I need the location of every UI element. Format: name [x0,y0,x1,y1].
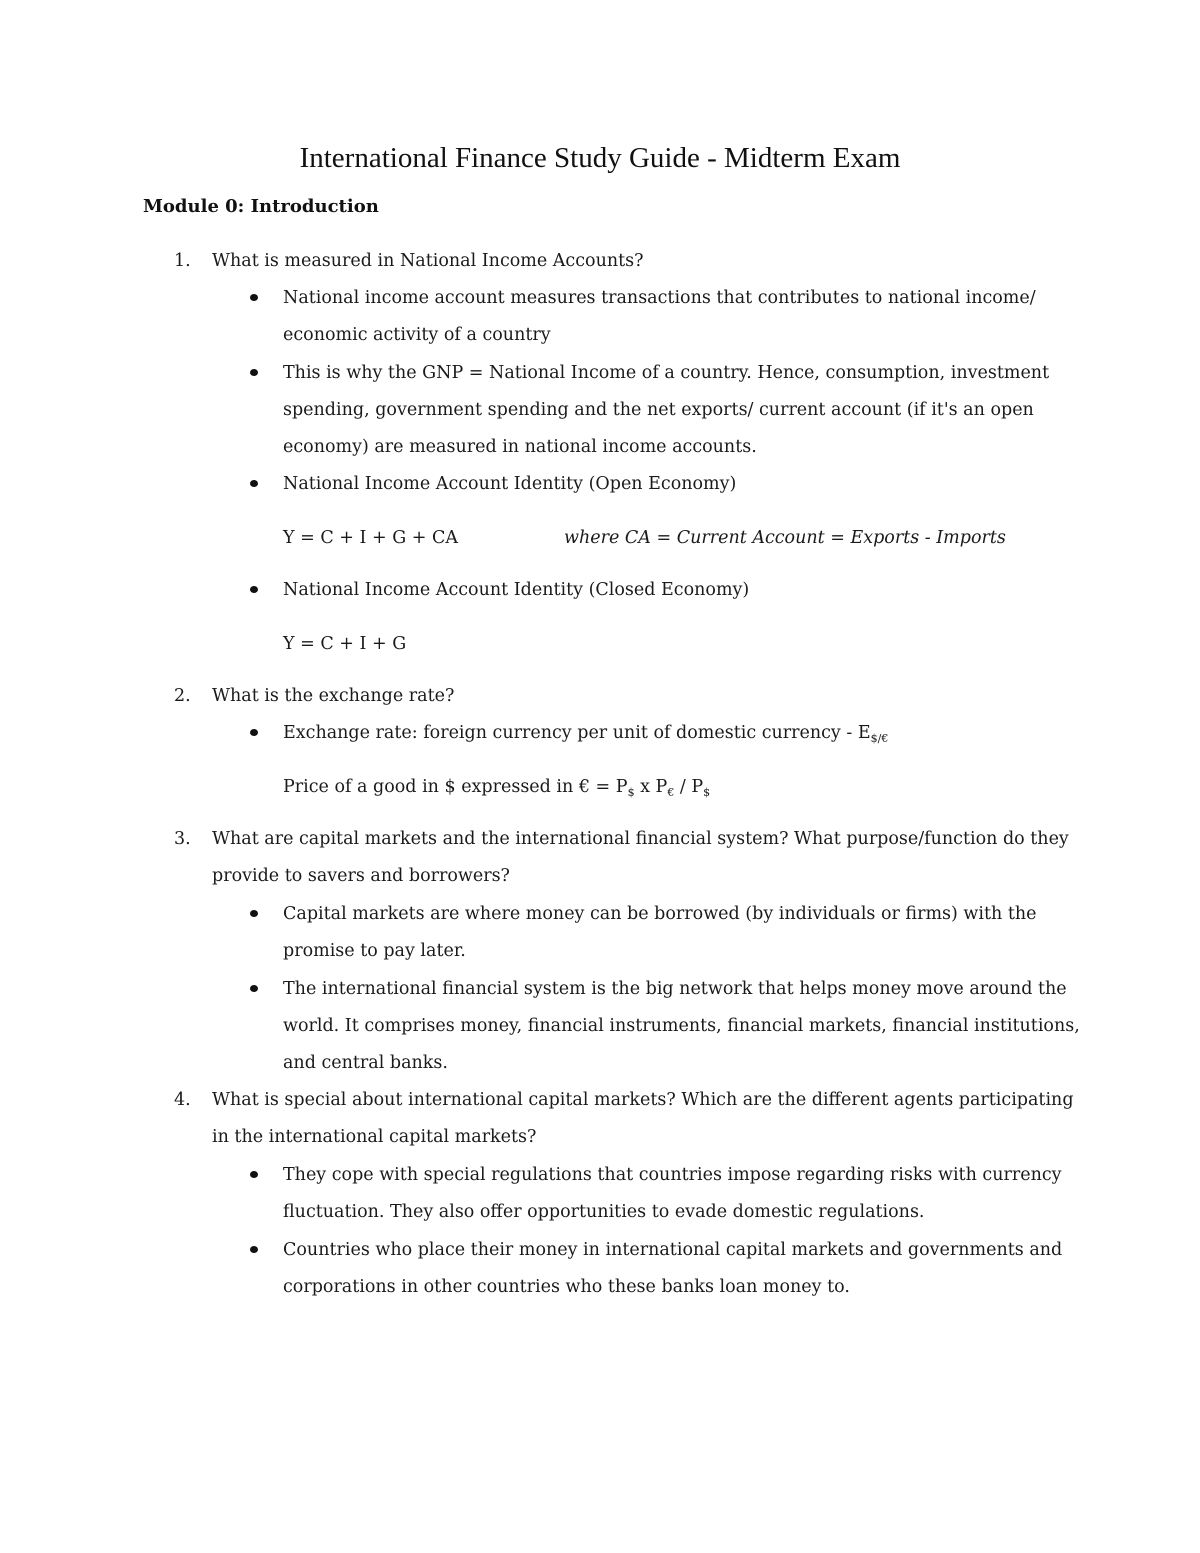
question-4-line-2: in the international capital markets? [212,1127,537,1147]
bullet-icon [250,910,258,917]
equation-closed-economy: Y = C + I + G [283,634,407,654]
document-title: International Finance Study Guide - Midterm Exam [299,142,901,174]
equation-open-economy: Y = C + I + G + CA [283,528,459,548]
exchange-rate-subscript: $/€ [870,732,889,745]
equation-open-economy-note: where CA = Current Account = Exports - Imports [564,528,1006,548]
q4-bullet-2-line-1: Countries who place their money in international capital markets and governments and [283,1240,1063,1260]
question-number-2: 2. [174,686,191,706]
question-number-3: 3. [174,829,191,849]
price-equation [283,774,710,806]
question-4-line-1: What is special about international capital markets? Which are the different agents participating [212,1090,1074,1110]
q3-bullet-2-line-1: The international financial system is the big network that helps money move around the [283,979,1067,999]
q2-bullet-1 [283,720,888,752]
price-equation-part-1: Price of a good in $ expressed in € = P [283,777,628,797]
q1-bullet-2-line-2: spending, government spending and the net exports/ current account (if it's an open [283,400,1034,420]
q1-bullet-4: National Income Account Identity (Closed Economy) [283,580,750,600]
q1-bullet-3: National Income Account Identity (Open Economy) [283,474,737,494]
bullet-icon [250,294,258,301]
q1-bullet-2-line-3: economy) are measured in national income accounts. [283,437,757,457]
question-number-4: 4. [174,1090,191,1110]
price-subscript-2: € [667,786,675,799]
q1-bullet-2-line-1: This is why the GNP = National Income of a country. Hence, consumption, investment [283,363,1050,383]
question-1-text: What is measured in National Income Accounts? [212,251,644,271]
bullet-icon [250,1171,258,1178]
bullet-icon [250,985,258,992]
q1-bullet-1-line-2: economic activity of a country [283,325,551,345]
q1-bullet-1-line-1: National income account measures transactions that contributes to national income/ [283,288,1036,308]
module-heading: Module 0: Introduction [143,196,379,217]
bullet-icon [250,369,258,376]
q3-bullet-2-line-3: and central banks. [283,1053,448,1073]
price-equation-part-2: x P [634,777,668,797]
bullet-icon [250,480,258,487]
q4-bullet-1-line-1: They cope with special regulations that countries impose regarding risks with currency [283,1165,1062,1185]
question-2-text: What is the exchange rate? [212,686,455,706]
price-equation-part-3: / P [674,777,704,797]
bullet-icon [250,1246,258,1253]
q3-bullet-1-line-2: promise to pay later. [283,941,466,961]
exchange-rate-text: Exchange rate: foreign currency per unit of domestic currency - E [283,723,871,743]
q3-bullet-2-line-2: world. It comprises money, financial instruments, financial markets, financial institutions, [283,1016,1080,1036]
question-3-line-1: What are capital markets and the international financial system? What purpose/function do they [212,829,1069,849]
q3-bullet-1-line-1: Capital markets are where money can be borrowed (by individuals or firms) with the [283,904,1037,924]
q4-bullet-2-line-2: corporations in other countries who these banks loan money to. [283,1277,850,1297]
question-number-1: 1. [174,251,191,271]
bullet-icon [250,586,258,593]
q4-bullet-1-line-2: fluctuation. They also offer opportunities to evade domestic regulations. [283,1202,925,1222]
price-subscript-3: $ [703,786,711,799]
bullet-icon [250,729,258,736]
question-3-line-2: provide to savers and borrowers? [212,866,510,886]
price-subscript-1: $ [627,786,635,799]
